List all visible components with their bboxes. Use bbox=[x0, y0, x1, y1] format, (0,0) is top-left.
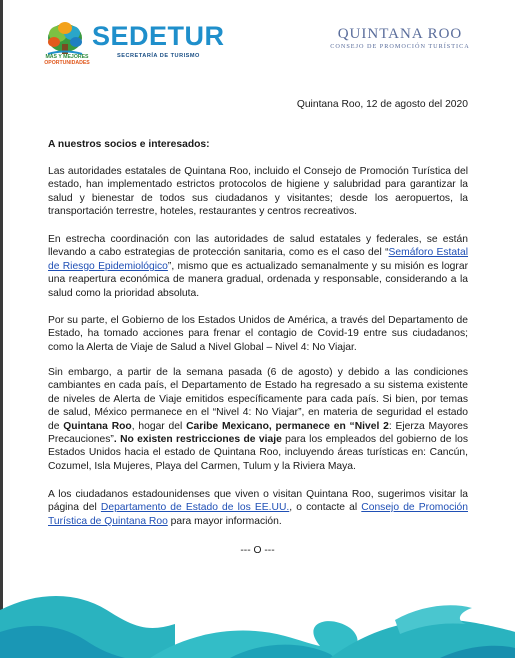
paragraph-3: Por su parte, el Gobierno de los Estados Unidos de América, a través del Departamento de Estado, ha tomado acciones para frenar el contagio de Covid-19 entre sus ciudadanos; como la Alerta de Viaje de Salud a Nivel Global – Nivel 4: No Viajar. bbox=[48, 315, 468, 353]
paragraph-5-text-c: para mayor información. bbox=[167, 515, 282, 527]
paragraph-5 bbox=[48, 488, 468, 528]
logo-caption-line1: MÁS Y MEJORES bbox=[45, 54, 89, 60]
paragraph-5-text-a: A los ciudadanos estadounidenses que viven o visitan Quintana Roo, sugerimos visitar la página del bbox=[48, 489, 468, 514]
paragraph-4-bold-2: Caribe Mexicano, permanece en “Nivel 2 bbox=[186, 420, 389, 432]
paragraph-2-text-b: ”, mismo que es actualizado semanalmente y su misión es lograr una reapertura económica de manera gradual, ordenada y responsable, considerando a la salud como la prioridad absoluta. bbox=[48, 260, 468, 299]
consejo-promocion-link[interactable]: Consejo de Promoción Turística de Quintana Roo bbox=[48, 502, 468, 527]
state-department-link[interactable]: Departamento de Estado de los EE.UU. bbox=[100, 502, 290, 514]
logo-caption-line2: OPORTUNIDADES bbox=[44, 60, 90, 66]
page-edge bbox=[0, 0, 3, 658]
paragraph-4-text-d: : Ejerza Mayores Precauciones” bbox=[48, 420, 468, 446]
paragraph-4-text-e: para los empleados del gobierno de los Estados Unidos hacia el estado de Quintana Roo, incluyendo áreas turísticas en: Cancún, Cozumel, Isla Mujeres, Playa del Carmen, Tulum y la Riviera Maya. bbox=[48, 434, 468, 472]
letter-salutation: A nuestros socios e interesados: bbox=[48, 139, 210, 150]
semaforo-link[interactable]: Semáforo Estatal de Riesgo Epidemiológico bbox=[48, 247, 469, 272]
paragraph-4-bold-3: . No existen restricciones de viaje bbox=[113, 434, 282, 446]
paragraph-2 bbox=[48, 233, 468, 300]
paragraph-1: Las autoridades estatales de Quintana Roo, incluido el Consejo de Promoción Turística del estado, han implementado estrictos protocolos de higiene y salubridad para garantizar la salud y bienestar de todos sus ciudadanos y visitantes; desde los aeropuertos, la transportación terrestre, hoteles, restaurantes y centros recreativos. bbox=[48, 166, 468, 218]
paragraph-4 bbox=[48, 366, 468, 473]
sedetur-logo-caption bbox=[34, 54, 100, 66]
letter-closing: --- O --- bbox=[240, 545, 275, 556]
sedetur-subtitle: SECRETARÍA DE TURISMO bbox=[117, 53, 200, 59]
paragraph-5-text-b: , o contacte al bbox=[289, 502, 362, 514]
paragraph-4-bold-1: Quintana Roo bbox=[63, 420, 132, 432]
paragraph-4-text-c: , hogar del bbox=[131, 420, 187, 432]
quintana-roo-subtitle: CONSEJO DE PROMOCIÓN TURÍSTICA bbox=[330, 43, 470, 50]
paragraph-4-text-a: Sin embargo, a partir de la semana pasada (6 de agosto) y debido a las condiciones cambiantes en cada país, el Departamento de Estado ha regresado a su sistema existente de niveles de Alerta de Viaje emitidos específicamente para cada país. Si bien, por temas de salud, México permanece en el “Nivel 4: No Viajar”, en materia de seguridad el estado de bbox=[48, 367, 468, 432]
quintana-roo-brand: QUINTANA ROO bbox=[337, 26, 463, 42]
footer-wave-decoration bbox=[0, 562, 515, 658]
paragraph-2-text-a: En estrecha coordinación con las autoridades de salud estatales y federales, se están llevando a cabo estrategias de protección sanitaria, como es el caso del “ bbox=[48, 234, 468, 259]
letter-date: Quintana Roo, 12 de agosto del 2020 bbox=[296, 99, 468, 110]
sedetur-wordmark: SEDETUR bbox=[92, 21, 225, 51]
